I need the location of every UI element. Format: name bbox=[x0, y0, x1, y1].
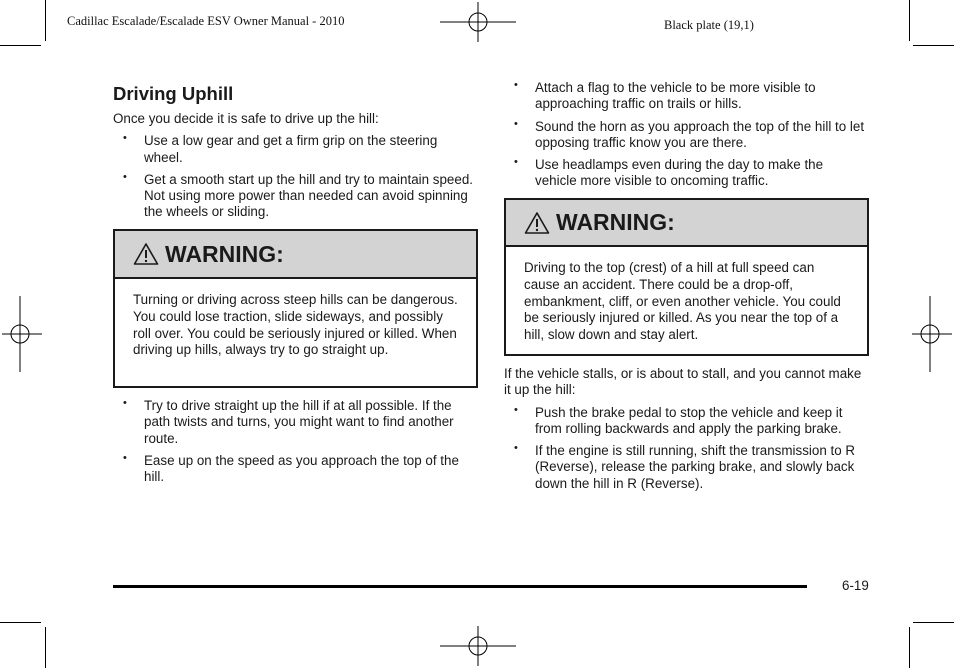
list-item: • Use a low gear and get a firm grip on the steering wheel. bbox=[123, 132, 438, 165]
page-number: 6-19 bbox=[842, 578, 869, 593]
bullet-icon: • bbox=[514, 403, 518, 416]
warning-text: Driving to the top (crest) of a hill at full speed can cause an accident. There could be a drop-off, embankment, cliff, or even another vehicle. You could be seriously injured or killed. As you near the top of a hill, slow down and stay alert. bbox=[524, 260, 841, 343]
crop-mark bbox=[0, 622, 41, 623]
left-column-lower bbox=[113, 398, 479, 491]
warning-label: WARNING: bbox=[165, 240, 284, 267]
bullet-icon: • bbox=[514, 117, 518, 130]
left-column bbox=[113, 83, 479, 227]
right-column bbox=[504, 80, 868, 196]
list-item: • Push the brake pedal to stop the vehicle and keep it from rolling backwards and apply the parking brake. bbox=[514, 403, 843, 436]
list-item: • Sound the horn as you approach the top of the hill to let opposing traffic know you are there. bbox=[514, 117, 865, 150]
list-item: • Use headlamps even during the day to make the vehicle more visible to oncoming traffic. bbox=[514, 156, 824, 189]
stall-intro-text: If the vehicle stalls, or is about to stall, and you cannot make it up the hill: bbox=[504, 366, 862, 398]
crop-mark bbox=[913, 45, 954, 46]
warning-box bbox=[113, 229, 478, 388]
bullet-icon: • bbox=[514, 79, 518, 91]
manual-title: Cadillac Escalade/Escalade ESV Owner Manual - 2010 bbox=[67, 14, 345, 28]
warning-triangle-icon bbox=[133, 242, 159, 266]
registration-left-icon bbox=[2, 296, 42, 372]
bullet-icon: • bbox=[123, 451, 127, 464]
bullet-icon: • bbox=[123, 397, 127, 409]
registration-right-icon bbox=[912, 296, 952, 372]
warning-label: WARNING: bbox=[556, 209, 675, 235]
intro-text: Once you decide it is safe to drive up the hill: bbox=[113, 111, 379, 126]
registration-top-icon bbox=[440, 2, 516, 42]
warning-triangle-icon bbox=[524, 211, 550, 235]
crop-mark bbox=[45, 0, 46, 41]
warning-header bbox=[115, 231, 476, 279]
crop-mark bbox=[0, 45, 41, 46]
section-heading: Driving Uphill bbox=[113, 83, 234, 104]
list-item: • Try to drive straight up the hill if at all possible. If the path twists and turns, you might want to find another route. bbox=[123, 397, 454, 446]
bullet-list bbox=[504, 405, 868, 492]
crop-mark bbox=[45, 627, 46, 668]
crop-mark bbox=[909, 627, 910, 668]
bullet-list bbox=[113, 133, 479, 220]
crop-mark bbox=[913, 622, 954, 623]
list-item: • Ease up on the speed as you approach the top of the hill. bbox=[123, 451, 459, 485]
bullet-list bbox=[113, 398, 479, 485]
bullet-icon: • bbox=[514, 442, 518, 455]
footer-rule bbox=[113, 585, 807, 588]
list-item: • Get a smooth start up the hill and try to maintain speed. Not using more power than needed can avoid spinning the wheels or sliding. bbox=[123, 170, 473, 220]
list-item: • If the engine is still running, shift the transmission to R (Reverse), release the parking brake, and slowly back down the hill in R (Reverse). bbox=[514, 442, 856, 491]
registration-bottom-icon bbox=[440, 626, 516, 666]
warning-text: Turning or driving across steep hills can be dangerous. You could lose traction, slide sideways, and possibly roll over. You could be seriously injured or killed. When driving up hills, always try to go straight up. bbox=[133, 292, 458, 358]
crop-mark bbox=[909, 0, 910, 41]
plate-label: Black plate (19,1) bbox=[664, 18, 754, 32]
bullet-icon: • bbox=[123, 132, 127, 145]
warning-box bbox=[504, 198, 869, 356]
bullet-list bbox=[504, 80, 868, 190]
warning-header bbox=[506, 200, 867, 247]
bullet-icon: • bbox=[514, 156, 518, 169]
bullet-icon: • bbox=[123, 170, 127, 183]
list-item: • Attach a flag to the vehicle to be more visible to approaching traffic on trails or hills. bbox=[514, 79, 816, 112]
right-column-lower bbox=[504, 366, 868, 498]
